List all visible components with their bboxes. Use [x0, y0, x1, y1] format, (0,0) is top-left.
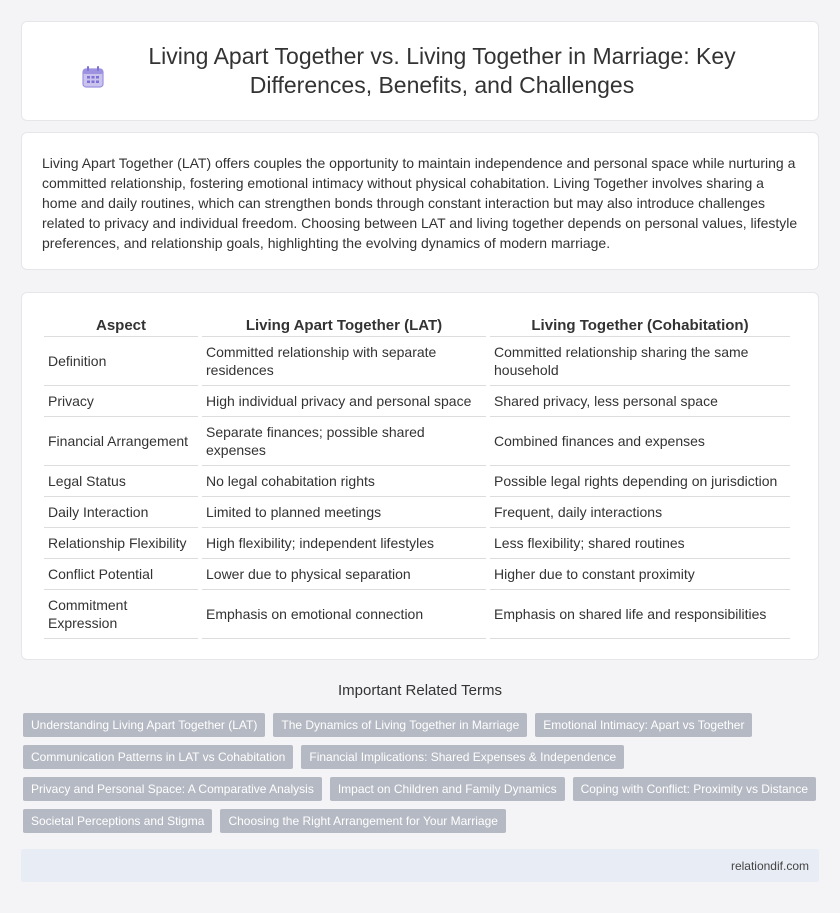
row-lat: No legal cohabitation rights — [202, 466, 486, 497]
related-term-tag[interactable]: Impact on Children and Family Dynamics — [330, 777, 565, 801]
row-aspect: Conflict Potential — [44, 559, 198, 590]
related-terms-list — [23, 713, 823, 833]
table-row — [44, 559, 790, 590]
header-cohabitation: Living Together (Cohabitation) — [490, 313, 790, 337]
table-row — [44, 337, 790, 386]
row-cohabitation: Committed relationship sharing the same household — [490, 337, 790, 386]
related-term-tag[interactable]: The Dynamics of Living Together in Marriage — [273, 713, 527, 737]
footer — [21, 849, 819, 882]
site-name[interactable]: relationdif.com — [730, 858, 809, 873]
related-term-tag[interactable]: Societal Perceptions and Stigma — [23, 809, 212, 833]
row-cohabitation: Emphasis on shared life and responsibilities — [490, 590, 790, 639]
table-header-row — [44, 313, 790, 337]
row-cohabitation: Shared privacy, less personal space — [490, 386, 790, 417]
row-aspect: Commitment Expression — [44, 590, 198, 639]
related-term-tag[interactable]: Coping with Conflict: Proximity vs Distance — [573, 777, 816, 801]
header-lat: Living Apart Together (LAT) — [202, 313, 486, 337]
related-term-tag[interactable]: Privacy and Personal Space: A Comparative Analysis — [23, 777, 322, 801]
row-cohabitation: Possible legal rights depending on jurisdiction — [490, 466, 790, 497]
header-aspect: Aspect — [44, 313, 198, 337]
row-lat: Lower due to physical separation — [202, 559, 486, 590]
row-cohabitation: Higher due to constant proximity — [490, 559, 790, 590]
related-term-tag[interactable]: Communication Patterns in LAT vs Cohabitation — [23, 745, 293, 769]
table-row — [44, 497, 790, 528]
intro-paragraph: Living Apart Together (LAT) offers couples the opportunity to maintain independence and personal space while nurturing a committed relationship, fostering emotional intimacy without physical cohabitation. Living Together involves sharing a home and daily routines, which can strengthen bonds through constant interaction but may also introduce challenges related to privacy and individual freedom. Choosing between LAT and living together depends on personal values, lifestyle preferences, and relationship goals, highlighting the evolving dynamics of modern marriage. — [42, 155, 798, 251]
related-term-tag[interactable]: Choosing the Right Arrangement for Your Marriage — [220, 809, 506, 833]
row-lat: Committed relationship with separate residences — [202, 337, 486, 386]
row-lat: Limited to planned meetings — [202, 497, 486, 528]
table-row — [44, 386, 790, 417]
row-lat: High flexibility; independent lifestyles — [202, 528, 486, 559]
related-term-tag[interactable]: Emotional Intimacy: Apart vs Together — [535, 713, 752, 737]
row-aspect: Legal Status — [44, 466, 198, 497]
title-card — [21, 21, 819, 121]
comparison-card — [21, 292, 819, 660]
related-terms-title: Important Related Terms — [338, 682, 502, 699]
table-row — [44, 417, 790, 466]
related-term-tag[interactable]: Understanding Living Apart Together (LAT) — [23, 713, 265, 737]
title-wrap — [80, 42, 760, 100]
row-aspect: Financial Arrangement — [44, 417, 198, 466]
intro-card — [21, 132, 819, 270]
row-lat: Separate finances; possible shared expenses — [202, 417, 486, 466]
row-aspect: Relationship Flexibility — [44, 528, 198, 559]
row-aspect: Daily Interaction — [44, 497, 198, 528]
row-cohabitation: Frequent, daily interactions — [490, 497, 790, 528]
comparison-table — [40, 313, 794, 639]
related-term-tag[interactable]: Financial Implications: Shared Expenses & Independence — [301, 745, 624, 769]
row-lat: High individual privacy and personal space — [202, 386, 486, 417]
page-title: Living Apart Together vs. Living Together in Marriage: Key Differences, Benefits, and Challenges — [148, 43, 736, 98]
row-cohabitation: Combined finances and expenses — [490, 417, 790, 466]
table-row — [44, 466, 790, 497]
row-lat: Emphasis on emotional connection — [202, 590, 486, 639]
row-cohabitation: Less flexibility; shared routines — [490, 528, 790, 559]
row-aspect: Definition — [44, 337, 198, 386]
calendar-icon — [80, 64, 106, 90]
table-row — [44, 528, 790, 559]
row-aspect: Privacy — [44, 386, 198, 417]
table-row — [44, 590, 790, 639]
